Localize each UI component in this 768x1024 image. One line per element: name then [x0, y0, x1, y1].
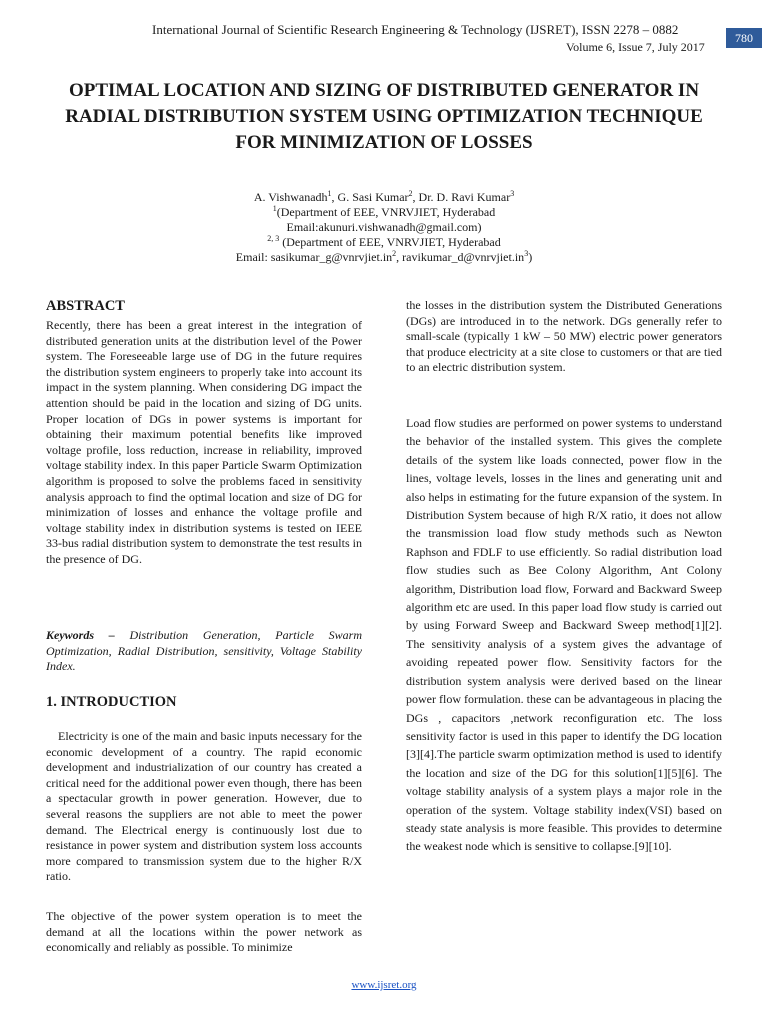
- intro-paragraph-2: The objective of the power system operation is to meet the demand at all the locations within the power network as economically and reliably as possible. To minimize: [46, 909, 362, 955]
- intro-paragraph-1: Electricity is one of the main and basic inputs necessary for the economic development of a country. The rapid economic development and industrialization of our country has created a critical need for the additional power even though, there has been a spectacular growth in power generation. However, due to several reasons the suppliers are not able to meet the power demand. The Electrical energy is continuously lost due to resistance in power system and distribution system loss accounts more compared to transmission system due to the higher R/X ratio.: [46, 729, 362, 884]
- affiliation-2: [100, 235, 668, 250]
- keywords-label: Keywords –: [46, 628, 115, 642]
- author-sep: ,: [331, 190, 338, 204]
- journal-header: International Journal of Scientific Research Engineering & Technology (IJSRET), ISSN 2278 – 0882: [152, 22, 679, 37]
- keywords: [46, 628, 362, 675]
- affiliation-sup: 2, 3: [267, 234, 280, 243]
- email-sup: 2: [392, 249, 397, 258]
- affiliation-1: [100, 205, 668, 220]
- author-sup: 3: [510, 189, 515, 198]
- right-paragraph-2: Load flow studies are performed on power systems to understand the behavior of the installed system. This gives the complete details of the system like loads connected, power flow in the lines, voltage levels, losses in the lines and generating unit and also helps in estimating for the future expansion of the system. In Distribution System because of high R/X ratio, it does not allow the transmission load flow study methods such as Newton Raphson and FDLF to use efficiently. So radial distribution load flow studies such as Bee Colony Algorithm, Ant Colony algorithm, Distribution load flow, Forward and Backward Sweep algorithm etc are used. In this paper load flow study is carried out by using Forward Sweep and Backward Sweep method[1][2]. The sensitivity analysis of a system gives the advantage of avoiding repeated power flow. Sensitivity factors for the distribution system analysis were derived based on the linear power flow formulation. these can be advantageous in placing the DGs , capacitors ,network reconfiguration etc. The loss sensitivity factor is used in this paper to identify the DG location [3][4].The particle swarm optimization method is used to identify the location and size of the DG for this solution[1][5][6]. The voltage stability analysis of a system plays a major role in the operation of the system. Voltage stability index(VSI) based on steady state analysis is more feasible. This provides to determine the weakest node which is sensitive to collapse.[9][10].: [406, 416, 722, 854]
- author-sep: ,: [412, 190, 419, 204]
- author-sup: 2: [408, 189, 413, 198]
- author-block: [100, 190, 668, 265]
- email-1: Email:akunuri.vishwanadh@gmail.com): [286, 220, 482, 234]
- email-text: ): [528, 250, 533, 264]
- title-line: OPTIMAL LOCATION AND SIZING OF DISTRIBUTED GENERATOR IN: [68, 80, 700, 101]
- keywords-text: Distribution Generation, Particle Swarm Optimization, Radial Distribution, sensitivity, Voltage Stability Index.: [46, 628, 362, 674]
- affiliation-text: (Department of EEE, VNRVJIET, Hyderabad: [276, 205, 496, 219]
- email-sup: 3: [524, 249, 529, 258]
- footer-url[interactable]: [0, 979, 768, 991]
- abstract-text: Recently, there has been a great interest in the integration of distributed generation units at the distribution level of the Power system. The Foreseeable large use of DG in the future requires the distribution system engineers to properly take into account its impact in the system planning. When considering DG impact the attention should be paid in the location and sizing of DG units. Proper location of DGs in power systems is important for obtaining their maximum potential benefits like improved voltage profile, loss reduction, increase in reliability, improved voltage stability index. In this paper Particle Swarm Optimization algorithm is proposed to solve the problems faced in sensitivity analysis approach to find the optimal location and size of DG for minimization of losses and enhance the voltage profile and voltage stability index in distribution systems is tested on IEEE 33-bus radial distribution system to demonstrate the test results in the presence of DG.: [46, 318, 362, 566]
- volume-issue: Volume 6, Issue 7, July 2017: [566, 40, 705, 54]
- title-line: FOR MINIMIZATION OF LOSSES: [235, 132, 533, 153]
- author-sup: 1: [327, 189, 332, 198]
- paper-title: [30, 78, 738, 156]
- author-names: [100, 190, 668, 205]
- title-line: RADIAL DISTRIBUTION SYSTEM USING OPTIMIZATION TECHNIQUE: [65, 106, 703, 127]
- affiliation-text: (Department of EEE, VNRVJIET, Hyderabad: [279, 235, 501, 249]
- email-text: , ravikumar_d@vnrvjiet.in: [396, 250, 525, 264]
- abstract-heading: ABSTRACT: [46, 298, 125, 314]
- email-text: Email: sasikumar_g@vnrvjiet.in: [235, 250, 393, 264]
- affiliation-sup: 1: [272, 204, 277, 213]
- author-name: Dr. D. Ravi Kumar: [418, 190, 511, 204]
- page-number-badge: 780: [726, 28, 762, 48]
- footer-link[interactable]: www.ijsret.org: [351, 979, 417, 991]
- author-name: A. Vishwanadh: [253, 190, 328, 204]
- introduction-heading: 1. INTRODUCTION: [46, 694, 177, 710]
- right-paragraph-1: the losses in the distribution system the Distributed Generations (DGs) are introduced in to the network. DGs generally refer to small-scale (typically 1 kW – 50 MW) electric power generators that produce electricity at a site close to customers or that are tied to an electric distribution system.: [406, 298, 722, 375]
- author-name: G. Sasi Kumar: [337, 190, 409, 204]
- email-2: [100, 250, 668, 265]
